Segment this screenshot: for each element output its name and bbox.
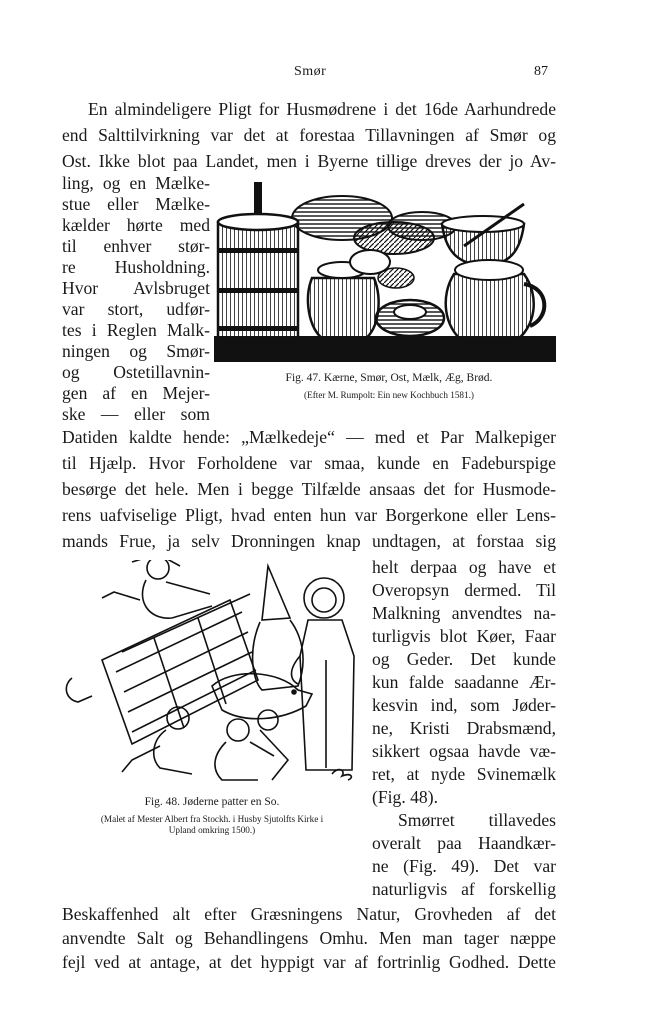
text-line: ret, at nyde Svinemælk [372, 764, 556, 784]
text-line: stue eller Mælke- [62, 194, 210, 214]
text-line: ne, Kristi Drabsmænd, [372, 718, 556, 738]
text-line: gen af en Mejer- [62, 383, 210, 403]
text-line: En almindeligere Pligt for Husmødrene i det 16de Aarhundrede [88, 99, 556, 119]
text-line: (Fig. 48). [372, 787, 438, 807]
figure-48-caption: Fig. 48. Jøderne patter en So. [144, 796, 280, 808]
text-line: Beskaffenhed alt efter Græsningens Natur, Grovheden af det [62, 904, 556, 924]
figure-47-caption: Fig. 47. Kærne, Smør, Ost, Mælk, Æg, Brød. [285, 372, 493, 384]
text-line: besørge det hele. Men i begge Tilfælde ansaas det for Husmode- [62, 479, 556, 499]
text-line: helt derpaa og have et [372, 557, 556, 577]
text-line: og Ostetillavnin- [62, 362, 210, 382]
text-line: kun falde saadanne Ær- [372, 672, 556, 692]
figure-48-image [62, 560, 362, 786]
text-line: rens uafviselige Pligt, hvad enten hun var Borgerkone eller Lens- [62, 505, 556, 525]
text-line: mands Frue, ja selv Dronningen knap undtagen, at forstaa sig [62, 531, 556, 551]
text-line: anvendte Salt og Behandlingens Omhu. Men man tager næppe [62, 928, 556, 948]
text-line: overalt paa Haandkær- [372, 833, 556, 853]
figure-47-image [214, 178, 556, 362]
text-line: til enhver stør- [62, 236, 210, 256]
text-line: tes i Reglen Malk- [62, 320, 210, 340]
text-line: og Geder. Det kunde [372, 649, 556, 669]
text-line: Malkning anvendtes na- [372, 603, 556, 623]
running-title: Smør [294, 64, 327, 79]
text-line: Overopsyn dermed. Til [372, 580, 556, 600]
text-line: ling, og en Mælke- [62, 173, 210, 193]
text-line: turligvis blot Køer, Faar [372, 626, 556, 646]
text-line: var stort, udfør- [62, 299, 210, 319]
figure-48-source-line-1: (Malet af Mester Albert fra Stockh. i Husby Sjutolfts Kirke i [100, 814, 324, 824]
text-line: ne (Fig. 49). Det var [372, 856, 556, 876]
text-line: fejl ved at antage, at det hyppigt var af fortrinlig Godhed. Dette [62, 952, 556, 972]
text-line: re Husholdning. [62, 257, 210, 277]
text-line: naturligvis af forskellig [372, 879, 556, 899]
text-line: Smørret tillavedes [398, 810, 556, 830]
text-line: kælder hørte med [62, 215, 210, 235]
text-line: end Salttilvirkning var det at forestaa Tillavningen af Smør og [62, 125, 556, 145]
page-number: 87 [534, 64, 548, 79]
figure-48-source-line-2: Upland omkring 1500.) [168, 825, 256, 835]
figure-47-source: (Efter M. Rumpolt: Ein new Kochbuch 1581.) [304, 390, 474, 400]
text-line: til Hjælp. Hvor Forholdene var smaa, kunde en Fadeburspige [62, 453, 556, 473]
text-line: ske — eller som [62, 404, 210, 424]
text-line: ningen og Smør- [62, 341, 210, 361]
text-line: kesvin ind, som Jøder- [372, 695, 556, 715]
text-line: sikkert ogsaa havde væ- [372, 741, 556, 761]
text-line: Ost. Ikke blot paa Landet, men i Byerne tillige dreves der jo Av- [62, 151, 556, 171]
text-line: Datiden kaldte hende: „Mælkedeje“ — med et Par Malkepiger [62, 427, 556, 447]
text-line: Hvor Avlsbruget [62, 278, 210, 298]
